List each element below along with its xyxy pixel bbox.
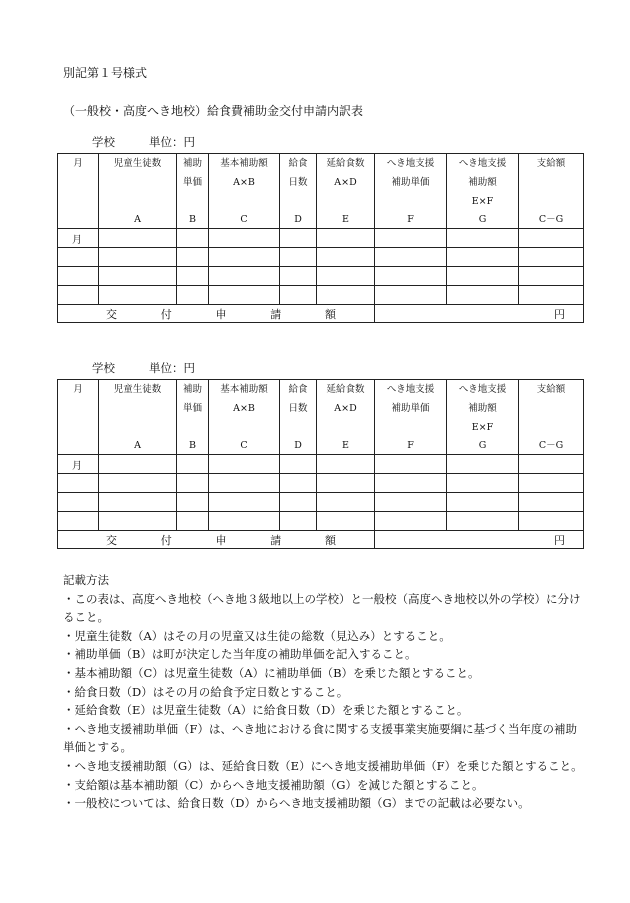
cell-unit-price[interactable] xyxy=(177,455,209,474)
header-row xyxy=(58,154,584,229)
cell-total-meals[interactable] xyxy=(317,267,375,286)
cell-meal-days[interactable] xyxy=(280,474,317,493)
unit-label: 単位：円 xyxy=(149,135,195,149)
cell-students[interactable] xyxy=(99,229,177,248)
cell-remote-subsidy[interactable] xyxy=(447,248,519,267)
month-cell[interactable] xyxy=(58,493,99,512)
cell-unit-price[interactable] xyxy=(177,474,209,493)
col-month: 月 xyxy=(58,154,99,229)
cell-total-meals[interactable] xyxy=(317,286,375,305)
cell-payment[interactable] xyxy=(519,229,584,248)
cell-remote-unit-price[interactable] xyxy=(375,229,447,248)
col-payment: 支給額 C－G xyxy=(519,154,584,229)
total-row xyxy=(58,531,584,549)
cell-meal-days[interactable] xyxy=(280,512,317,531)
cell-total-meals[interactable] xyxy=(317,455,375,474)
col-students: 児童生徒数 A xyxy=(99,154,177,229)
month-cell[interactable] xyxy=(58,474,99,493)
cell-meal-days[interactable] xyxy=(280,267,317,286)
instructions-heading: 記載方法 xyxy=(63,573,109,587)
cell-remote-unit-price[interactable] xyxy=(375,455,447,474)
cell-payment[interactable] xyxy=(519,512,584,531)
cell-remote-unit-price[interactable] xyxy=(375,493,447,512)
cell-meal-days[interactable] xyxy=(280,229,317,248)
col-unit-price: 補助 単価 B xyxy=(177,380,209,455)
table-row xyxy=(58,493,584,512)
cell-payment[interactable] xyxy=(519,474,584,493)
cell-unit-price[interactable] xyxy=(177,229,209,248)
form-number-label: 別記第１号様式 xyxy=(63,66,148,80)
cell-basic-subsidy[interactable] xyxy=(209,455,280,474)
total-amount-cell[interactable] xyxy=(375,305,584,323)
instruction-item: ・延給食数（E）は児童生徒数（A）に給食日数（D）を乗じた額とすること。 xyxy=(63,703,469,718)
yen-unit: 円 xyxy=(554,533,565,547)
table-row xyxy=(58,248,584,267)
month-cell[interactable]: 月 xyxy=(58,455,99,474)
month-cell[interactable]: 月 xyxy=(58,229,99,248)
yen-unit: 円 xyxy=(554,307,565,321)
cell-payment[interactable] xyxy=(519,248,584,267)
cell-students[interactable] xyxy=(99,267,177,286)
cell-students[interactable] xyxy=(99,493,177,512)
table-row xyxy=(58,229,584,248)
cell-basic-subsidy[interactable] xyxy=(209,267,280,286)
school-label: 学校 xyxy=(92,135,115,149)
table-row xyxy=(58,286,584,305)
cell-meal-days[interactable] xyxy=(280,455,317,474)
col-students: 児童生徒数 A xyxy=(99,380,177,455)
total-label: 交 付 申 請 額 xyxy=(58,531,375,549)
instruction-item: ・一般校については、給食日数（D）からへき地支援補助額（G）までの記載は必要ない。 xyxy=(63,796,530,811)
cell-remote-subsidy[interactable] xyxy=(447,286,519,305)
cell-basic-subsidy[interactable] xyxy=(209,229,280,248)
cell-unit-price[interactable] xyxy=(177,248,209,267)
header-row xyxy=(58,380,584,455)
cell-students[interactable] xyxy=(99,512,177,531)
cell-remote-subsidy[interactable] xyxy=(447,493,519,512)
instruction-item: ・給食日数（D）はその月の給食予定日数とすること。 xyxy=(63,684,349,699)
unit-label: 単位：円 xyxy=(149,361,195,375)
cell-meal-days[interactable] xyxy=(280,286,317,305)
school-unit-line xyxy=(92,360,195,376)
cell-payment[interactable] xyxy=(519,493,584,512)
col-basic-subsidy: 基本補助額 A×B C xyxy=(209,154,280,229)
cell-unit-price[interactable] xyxy=(177,493,209,512)
col-total-meals: 延給食数 A×D E xyxy=(317,380,375,455)
cell-students[interactable] xyxy=(99,286,177,305)
cell-total-meals[interactable] xyxy=(317,248,375,267)
col-month: 月 xyxy=(58,380,99,455)
cell-remote-subsidy[interactable] xyxy=(447,455,519,474)
cell-unit-price[interactable] xyxy=(177,512,209,531)
instruction-item: ・へき地支援補助額（G）は、延給食日数（E）にへき地支援補助単価（F）を乗じた額とすること。 xyxy=(63,758,583,773)
total-label: 交 付 申 請 額 xyxy=(58,305,375,323)
month-cell[interactable] xyxy=(58,286,99,305)
cell-remote-unit-price[interactable] xyxy=(375,512,447,531)
cell-payment[interactable] xyxy=(519,267,584,286)
school-label: 学校 xyxy=(92,361,115,375)
cell-remote-subsidy[interactable] xyxy=(447,267,519,286)
col-remote-subsidy: へき地支援 補助額 E×F G xyxy=(447,380,519,455)
cell-remote-unit-price[interactable] xyxy=(375,267,447,286)
instruction-item: ・へき地支援補助単価（F）は、へき地における食に関する支援事業実施要綱に基づく当年度の補助単価とする。 xyxy=(63,721,577,755)
cell-remote-subsidy[interactable] xyxy=(447,512,519,531)
cell-basic-subsidy[interactable] xyxy=(209,474,280,493)
table-row xyxy=(58,455,584,474)
col-meal-days: 給食 日数 D xyxy=(280,154,317,229)
cell-basic-subsidy[interactable] xyxy=(209,248,280,267)
cell-students[interactable] xyxy=(99,455,177,474)
cell-remote-subsidy[interactable] xyxy=(447,474,519,493)
cell-meal-days[interactable] xyxy=(280,248,317,267)
cell-basic-subsidy[interactable] xyxy=(209,286,280,305)
cell-total-meals[interactable] xyxy=(317,229,375,248)
cell-total-meals[interactable] xyxy=(317,474,375,493)
document-title: （一般校・高度へき地校）給食費補助金交付申請内訳表 xyxy=(63,104,364,118)
cell-unit-price[interactable] xyxy=(177,267,209,286)
cell-remote-unit-price[interactable] xyxy=(375,248,447,267)
cell-total-meals[interactable] xyxy=(317,512,375,531)
cell-payment[interactable] xyxy=(519,286,584,305)
col-remote-unit-price: へき地支援 補助単価 F xyxy=(375,380,447,455)
table-row xyxy=(58,474,584,493)
cell-remote-unit-price[interactable] xyxy=(375,474,447,493)
col-total-meals: 延給食数 A×D E xyxy=(317,154,375,229)
cell-unit-price[interactable] xyxy=(177,286,209,305)
table-row xyxy=(58,512,584,531)
cell-basic-subsidy[interactable] xyxy=(209,512,280,531)
col-payment: 支給額 C－G xyxy=(519,380,584,455)
total-amount-cell[interactable] xyxy=(375,531,584,549)
cell-payment[interactable] xyxy=(519,455,584,474)
table-row xyxy=(58,267,584,286)
col-remote-unit-price: へき地支援 補助単価 F xyxy=(375,154,447,229)
school-unit-line xyxy=(92,134,195,150)
month-cell[interactable] xyxy=(58,267,99,286)
instruction-item: ・支給額は基本補助額（C）からへき地支援補助額（G）を減じた額とすること。 xyxy=(63,777,484,792)
subsidy-table xyxy=(57,153,584,323)
cell-students[interactable] xyxy=(99,248,177,267)
cell-basic-subsidy[interactable] xyxy=(209,493,280,512)
month-cell[interactable] xyxy=(58,248,99,267)
instruction-item: ・補助単価（B）は町が決定した当年度の補助単価を記入すること。 xyxy=(63,647,417,662)
cell-students[interactable] xyxy=(99,474,177,493)
cell-total-meals[interactable] xyxy=(317,493,375,512)
month-cell[interactable] xyxy=(58,512,99,531)
cell-remote-unit-price[interactable] xyxy=(375,286,447,305)
col-meal-days: 給食 日数 D xyxy=(280,380,317,455)
cell-meal-days[interactable] xyxy=(280,493,317,512)
cell-remote-subsidy[interactable] xyxy=(447,229,519,248)
subsidy-table xyxy=(57,379,584,549)
instruction-item: ・児童生徒数（A）はその月の児童又は生徒の総数（見込み）とすること。 xyxy=(63,628,451,643)
instruction-item: ・基本補助額（C）は児童生徒数（A）に補助単価（B）を乗じた額とすること。 xyxy=(63,665,480,680)
total-row xyxy=(58,305,584,323)
instruction-item: ・この表は、高度へき地校（へき地３級地以上の学校）と一般校（高度へき地校以外の学校）に分けること。 xyxy=(63,591,581,625)
col-unit-price: 補助 単価 B xyxy=(177,154,209,229)
instructions-section xyxy=(63,571,585,813)
col-basic-subsidy: 基本補助額 A×B C xyxy=(209,380,280,455)
col-remote-subsidy: へき地支援 補助額 E×F G xyxy=(447,154,519,229)
